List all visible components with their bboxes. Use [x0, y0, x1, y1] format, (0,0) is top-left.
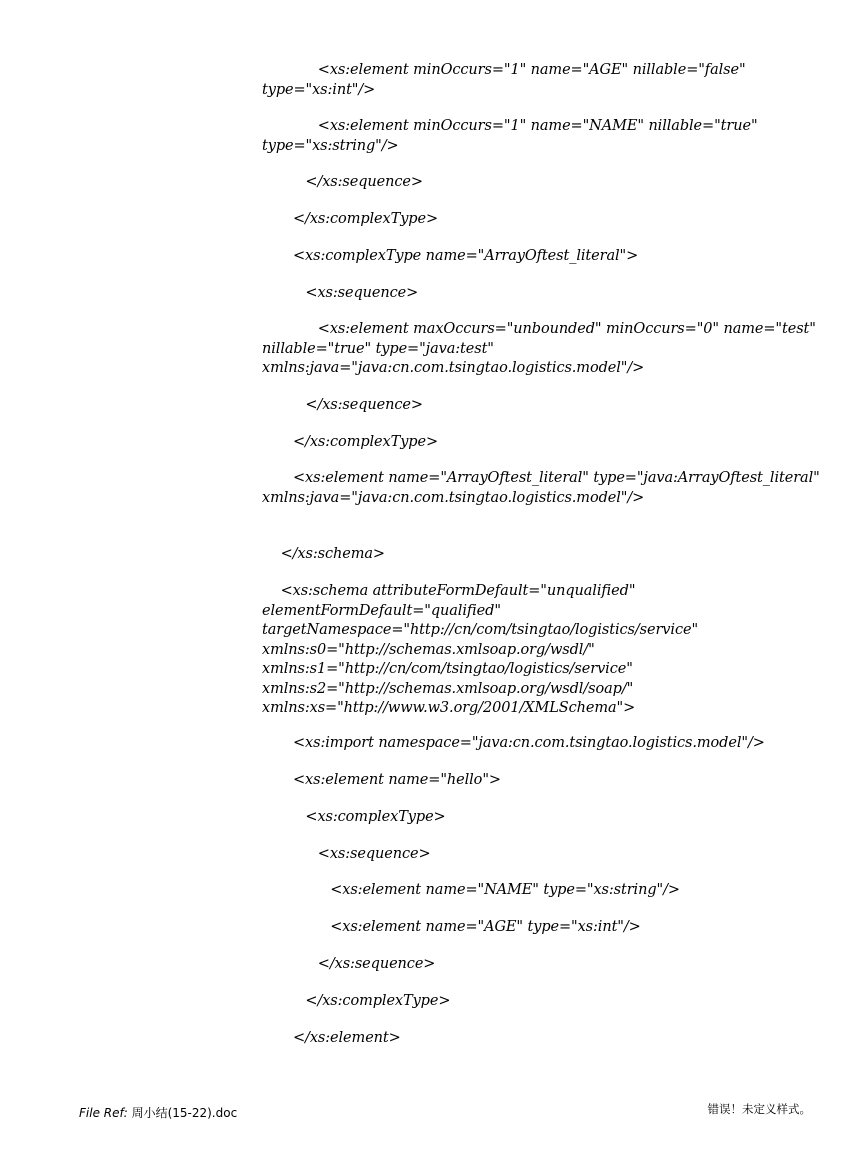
- xml-line-schema-close: [262, 545, 822, 565]
- xml-line-sequence-close: [262, 173, 822, 193]
- xml-text: <xs:element minOccurs="1" name="AGE" nillable="false" type="xs:int"/>: [262, 62, 751, 98]
- xml-text: <xs:element name="ArrayOftest_literal" type="java:ArrayOftest_literal" xmlns:java="java:cn.com.tsingtao.logistics.model"/>: [262, 470, 825, 506]
- xml-text: <xs:complexType>: [305, 809, 446, 825]
- xml-line-age-element: [262, 61, 822, 100]
- xml-line-complextype-arrayoftest: [262, 247, 822, 267]
- xml-text: </xs:sequence>: [305, 174, 423, 190]
- footer-file-ref: [79, 1104, 237, 1121]
- xml-text: </xs:element>: [293, 1030, 401, 1046]
- xml-line-sequence-close-2: [262, 396, 822, 416]
- xml-line-sequence-close-3: [262, 955, 822, 975]
- xml-line-complextype-close: [262, 210, 822, 230]
- xml-text: </xs:complexType>: [293, 211, 438, 227]
- xml-line-import: [262, 734, 822, 754]
- xml-text: </xs:complexType>: [305, 993, 451, 1009]
- xml-text: <xs:element maxOccurs="unbounded" minOccurs="0" name="test" nillable="true" type="java:test" xmlns:java="java:cn.com.tsingtao.logistics.model"/>: [262, 321, 821, 376]
- xml-line-sequence-open-2: [262, 845, 822, 865]
- xml-text: <xs:schema attributeFormDefault="unqualified" elementFormDefault="qualified" targetNamespace="http://cn/com/tsingtao/logistics/service" xmlns:s0="http://schemas.xmlsoap.org/wsdl/" xmlns:s1="http://cn/com/tsingtao/logistics/service" xmlns:s2="http://schemas.xmlsoap.org/wsdl/soap/" xmlns:xs="http://www.w3.org/2001/XMLSchema">: [262, 583, 703, 716]
- xml-line-name-string-element: [262, 881, 822, 901]
- xml-text: <xs:element name="hello">: [293, 772, 501, 788]
- xml-line-schema-open: [262, 582, 822, 719]
- xml-text: <xs:sequence>: [305, 285, 419, 301]
- xml-line-test-element: [262, 320, 822, 379]
- xml-line-hello-element: [262, 771, 822, 791]
- footer-error-text: 错误！未定义样式。: [707, 1102, 811, 1116]
- xml-text: <xs:complexType name="ArrayOftest_literal">: [293, 248, 639, 264]
- xml-line-complextype-close-3: [262, 992, 822, 1012]
- xml-text: </xs:schema>: [280, 546, 385, 562]
- xml-line-complextype-open: [262, 808, 822, 828]
- xml-text: </xs:complexType>: [293, 434, 438, 450]
- xml-line-element-close: [262, 1029, 822, 1049]
- xml-line-complextype-close-2: [262, 433, 822, 453]
- footer-file-ref-label: File Ref:: [79, 1106, 132, 1120]
- xml-text: <xs:element minOccurs="1" name="NAME" nillable="true" type="xs:string"/>: [262, 118, 763, 154]
- xml-line-age-int-element: [262, 918, 822, 938]
- xml-text: <xs:sequence>: [317, 846, 431, 862]
- xml-text: <xs:import namespace="java:cn.com.tsingtao.logistics.model"/>: [293, 735, 765, 751]
- xml-text: </xs:sequence>: [317, 956, 436, 972]
- xml-text: </xs:sequence>: [305, 397, 423, 413]
- footer-file-name: 周小结(15-22).doc: [131, 1106, 238, 1120]
- xml-line-arrayoftest-element: [262, 469, 825, 508]
- xml-text: <xs:element name="AGE" type="xs:int"/>: [330, 919, 641, 935]
- xml-line-name-element: [262, 117, 822, 156]
- xml-text: <xs:element name="NAME" type="xs:string"/>: [330, 882, 680, 898]
- xml-line-sequence-open: [262, 284, 822, 304]
